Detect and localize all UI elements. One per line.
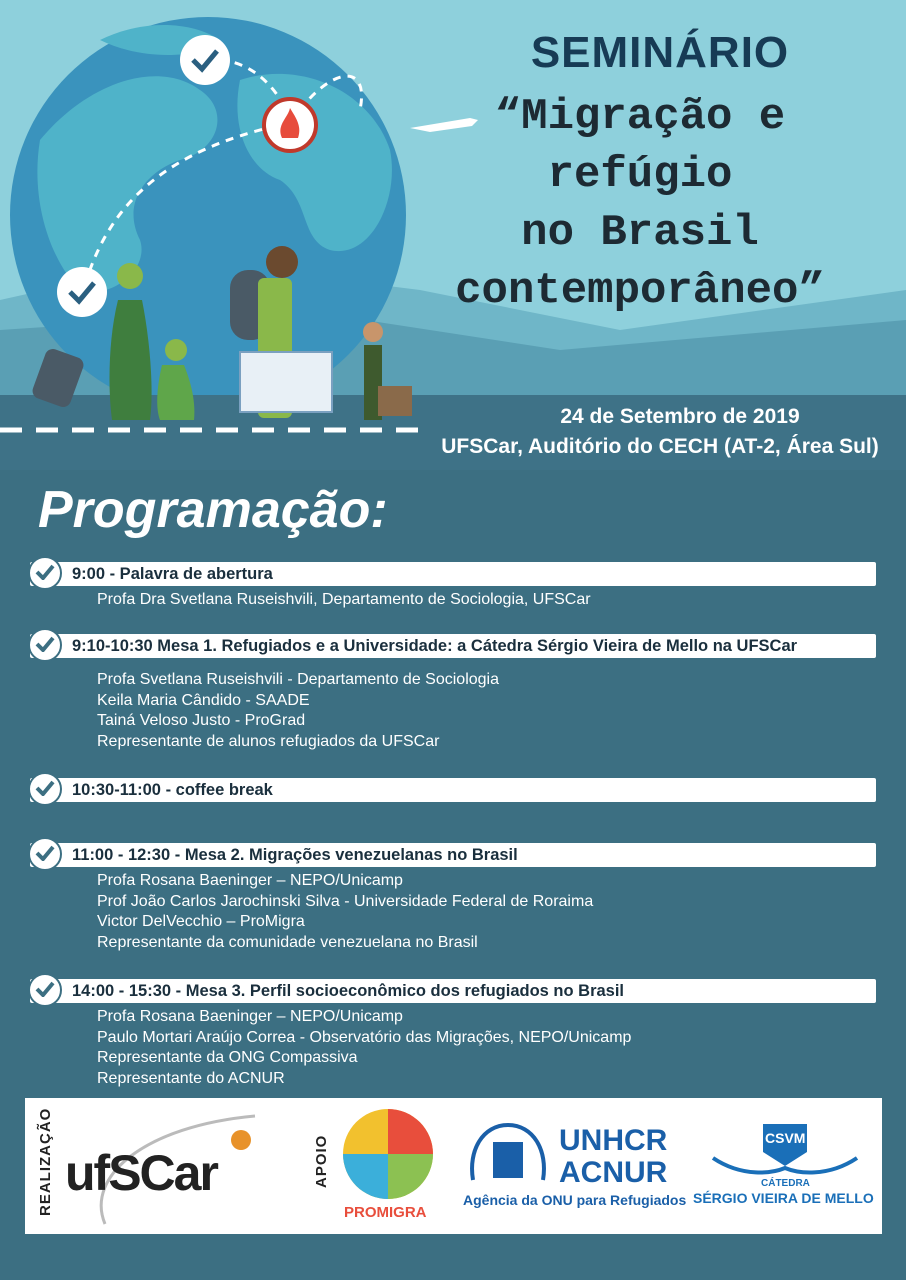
program-item-bar xyxy=(30,634,876,658)
speaker: Representante de alunos refugiados da UFSCar xyxy=(97,732,440,750)
csvm-logo xyxy=(693,1118,878,1218)
speaker: Victor DelVecchio – ProMigra xyxy=(97,913,305,930)
acnur-text: ACNUR xyxy=(559,1156,668,1189)
promigra-logo xyxy=(340,1108,440,1228)
speaker: Representante da ONG Compassiva xyxy=(97,1049,358,1066)
program-item-people xyxy=(97,670,876,752)
speaker: Tainá Veloso Justo - ProGrad xyxy=(97,712,306,729)
seminar-title: “Migração e refúgio no Brasil contemporâneo” xyxy=(455,92,825,316)
program-item xyxy=(30,778,876,802)
event-date: 24 de Setembro de 2019 xyxy=(560,405,800,428)
program-item-bar xyxy=(30,562,876,586)
check-icon xyxy=(28,973,62,1007)
seminar-label: SEMINÁRIO xyxy=(530,28,790,77)
speaker: Profa Rosana Baeninger – NEPO/Unicamp xyxy=(97,1008,403,1025)
speaker: Representante do ACNUR xyxy=(97,1069,285,1087)
program-item-title: 14:00 - 15:30 - Mesa 3. Perfil socioeconômico dos refugiados no Brasil xyxy=(72,982,625,1000)
speaker: Prof João Carlos Jarochinski Silva - Universidade Federal de Roraima xyxy=(97,892,594,910)
check-icon xyxy=(28,556,62,590)
hero-banner xyxy=(0,0,906,470)
program-item-bar xyxy=(30,778,876,802)
program-item-people xyxy=(97,871,876,953)
promigra-logo-text: PROMIGRA xyxy=(344,1204,427,1221)
program-item xyxy=(30,562,876,611)
program-item xyxy=(30,634,876,752)
speaker: Representante da comunidade venezuelana no Brasil xyxy=(97,933,478,951)
ufscar-logo xyxy=(65,1106,285,1226)
event-info xyxy=(440,402,880,462)
program-item-title: 9:10-10:30 Mesa 1. Refugiados e a Universidade: a Cátedra Sérgio Vieira de Mello na UFSCar xyxy=(72,637,798,655)
program-item-title: 10:30-11:00 - coffee break xyxy=(72,781,273,799)
ufscar-logo-text: ufSCar xyxy=(65,1145,217,1201)
check-icon xyxy=(28,628,62,662)
unhcr-text: UNHCR xyxy=(559,1124,668,1157)
speaker: Paulo Mortari Araújo Correa - Observatório das Migrações, NEPO/Unicamp xyxy=(97,1028,632,1046)
program-item xyxy=(30,843,876,953)
speaker: Profa Rosana Baeninger – NEPO/Unicamp xyxy=(97,872,403,889)
program-item-bar xyxy=(30,979,876,1003)
program-item-title: 11:00 - 12:30 - Mesa 2. Migrações venezuelanas no Brasil xyxy=(72,846,518,864)
apoio-label: APOIO xyxy=(313,1134,330,1188)
program-item-title: 9:00 - Palavra de abertura xyxy=(72,565,273,583)
speaker: Profa Dra Svetlana Ruseishvili, Departamento de Sociologia, UFSCar xyxy=(97,591,591,608)
unhcr-tagline: Agência da ONU para Refugiados xyxy=(463,1192,687,1208)
program-item xyxy=(30,979,876,1089)
speaker: Profa Svetlana Ruseishvili - Departamento de Sociologia xyxy=(97,671,499,688)
check-icon xyxy=(28,772,62,806)
speaker: Keila Maria Cândido - SAADE xyxy=(97,691,310,709)
program-item-people xyxy=(97,1007,876,1089)
realizacao-label: REALIZAÇÃO xyxy=(37,1107,54,1216)
catedra-text: CÁTEDRA xyxy=(761,1178,810,1189)
unhcr-logo xyxy=(463,1120,687,1220)
sponsors-footer xyxy=(25,1098,882,1234)
svm-text: SÉRGIO VIEIRA DE MELLO xyxy=(693,1190,874,1206)
program-heading: Programação: xyxy=(38,481,388,539)
event-venue: UFSCar, Auditório do CECH (AT-2, Área Sul) xyxy=(441,435,879,458)
program-item-bar xyxy=(30,843,876,867)
check-icon xyxy=(28,837,62,871)
program-item-people xyxy=(97,590,876,611)
csvm-text: CSVM xyxy=(765,1130,806,1146)
